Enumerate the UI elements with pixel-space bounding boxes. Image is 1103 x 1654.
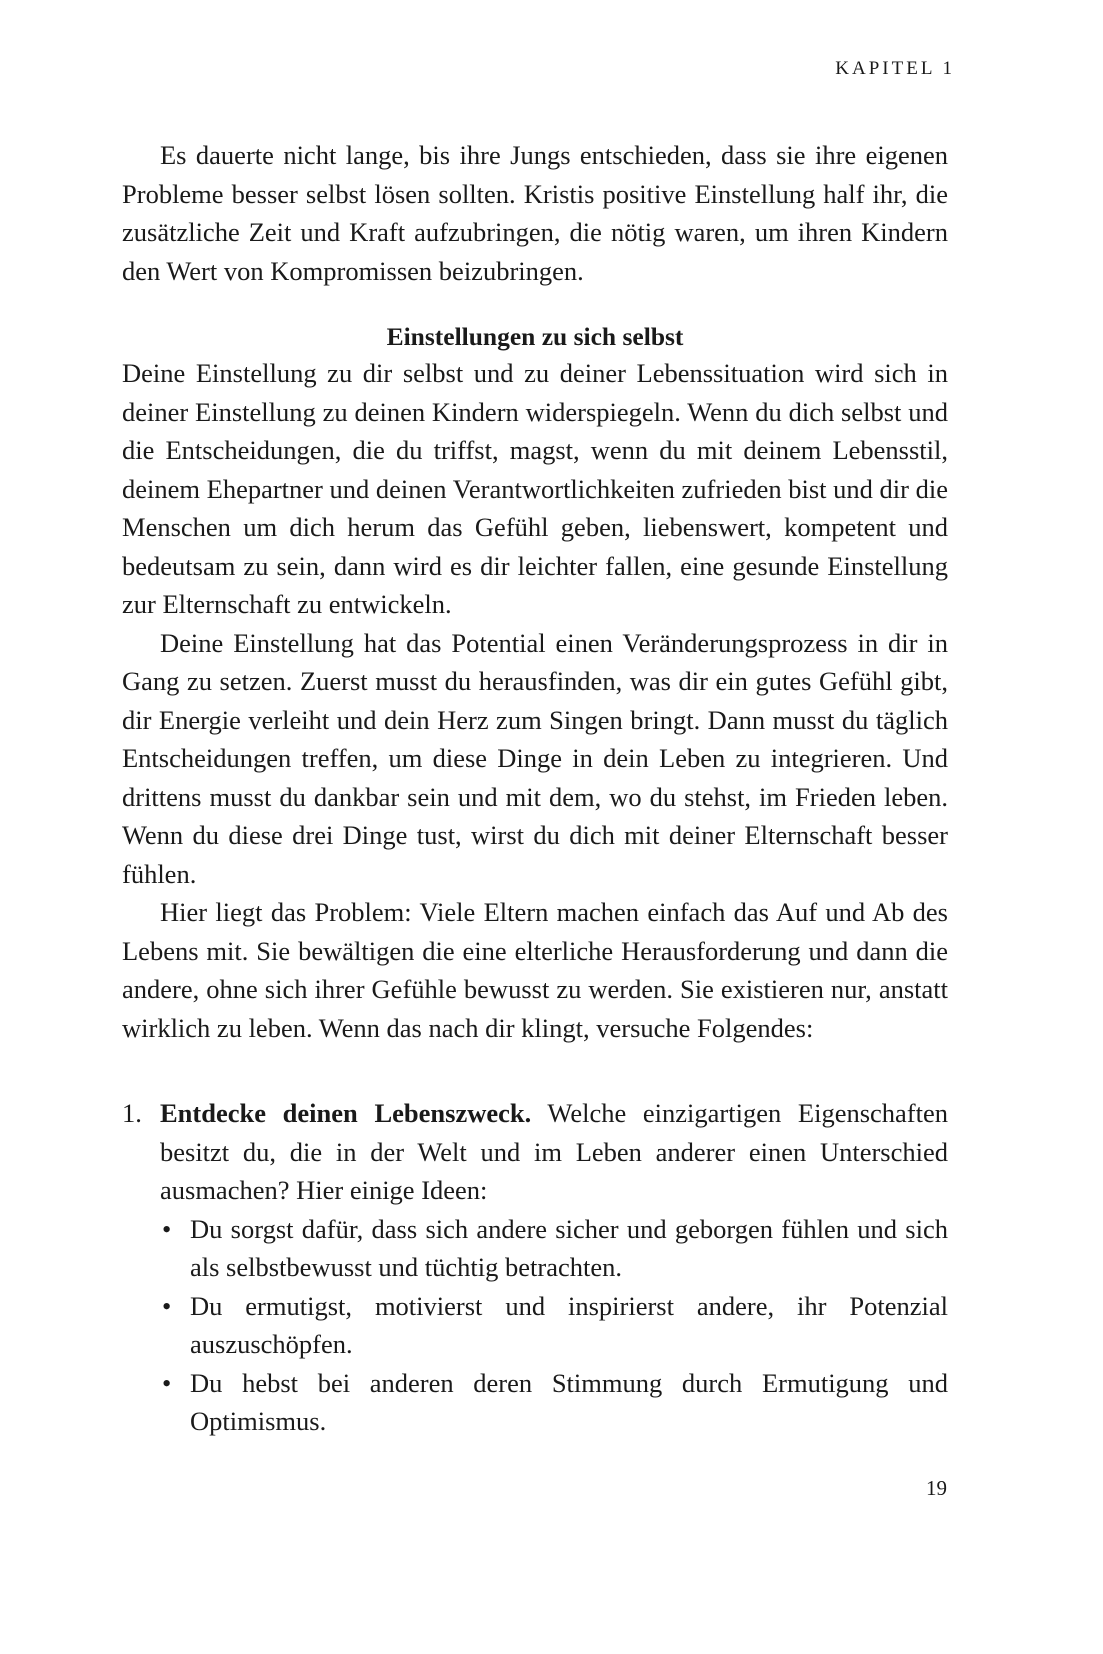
- bullet-item-3: [160, 1364, 948, 1441]
- bullet-icon: •: [162, 1367, 172, 1398]
- bullet-item-2: [160, 1287, 948, 1364]
- bullet-item-1: [160, 1210, 948, 1287]
- bullet-text: Du hebst bei anderen deren Stimmung durch Ermutigung und Optimismus.: [190, 1367, 948, 1436]
- page-number: 19: [926, 1476, 947, 1500]
- bullet-icon: •: [162, 1290, 172, 1321]
- list-item-text: Welche einzigartigen Eigenschaften besitzt du, die in der Welt und im Leben anderer einen Unterschied ausmachen? Hier einige Ideen:: [160, 1098, 948, 1205]
- intro-paragraph: Es dauerte nicht lange, bis ihre Jungs entschieden, dass sie ihre eigenen Probleme besser selbst lösen sollten. Kristis positive Einstellung half ihr, die zusätzliche Zeit und Kraft aufzubringen, die nötig waren, um ihren Kindern den Wert von Kompromissen beizubringen.: [122, 140, 948, 286]
- bullet-text: Du ermutigst, motivierst und inspirierst andere, ihr Potenzial auszuschöpfen.: [190, 1290, 948, 1359]
- bullet-list: [160, 1210, 948, 1441]
- section-body: [122, 354, 948, 1047]
- numbered-list: [122, 1094, 948, 1441]
- bullet-icon: •: [162, 1213, 172, 1244]
- intro-block: [122, 136, 948, 290]
- body-paragraph-1: Deine Einstellung zu dir selbst und zu deiner Lebenssituation wird sich in deiner Einstellung zu deinen Kindern widerspiegeln. Wenn du dich selbst und die Entscheidungen, die du triffst, magst, wenn du mit deinem Lebensstil, deinem Ehepartner und deinen Verantwortlichkeiten zufrieden bist und dir die Menschen um dich herum das Gefühl geben, liebenswert, kompetent und bedeutsam zu sein, dann wird es dir leichter fallen, eine gesunde Einstellung zur Elternschaft zu entwickeln.: [122, 358, 948, 619]
- section-heading: Einstellungen zu sich selbst: [386, 322, 684, 351]
- bullet-text: Du sorgst dafür, dass sich andere sicher und geborgen fühlen und sich als selbstbewusst und tüchtig betrachten.: [190, 1213, 948, 1282]
- body-paragraph-2: Deine Einstellung hat das Potential einen Veränderungsprozess in dir in Gang zu setzen. Zuerst musst du herausfinden, was dir ein gutes Gefühl gibt, dir Energie verleiht und dein Herz zum Singen bringt. Dann musst du täglich Entscheidungen treffen, um diese Dinge in dein Leben zu integrieren. Und drittens musst du dankbar sein und mit dem, wo du stehst, im Frieden leben. Wenn du diese drei Dinge tust, wirst du dich mit deiner Elternschaft besser fühlen.: [122, 627, 948, 889]
- list-item-title: Entdecke deinen Lebenszweck.: [160, 1098, 532, 1128]
- body-paragraph-3: Hier liegt das Problem: Viele Eltern machen einfach das Auf und Ab des Lebens mit. Sie bewältigen die eine elterliche Herausforderung und dann die andere, ohne sich ihrer Gefühle bewusst zu werden. Sie existieren nur, anstatt wirklich zu leben. Wenn das nach dir klingt, versuche Folgendes:: [122, 897, 948, 1043]
- running-head: KAPITEL 1: [835, 58, 955, 79]
- list-number: 1.: [122, 1098, 142, 1128]
- list-item-1: [122, 1094, 948, 1441]
